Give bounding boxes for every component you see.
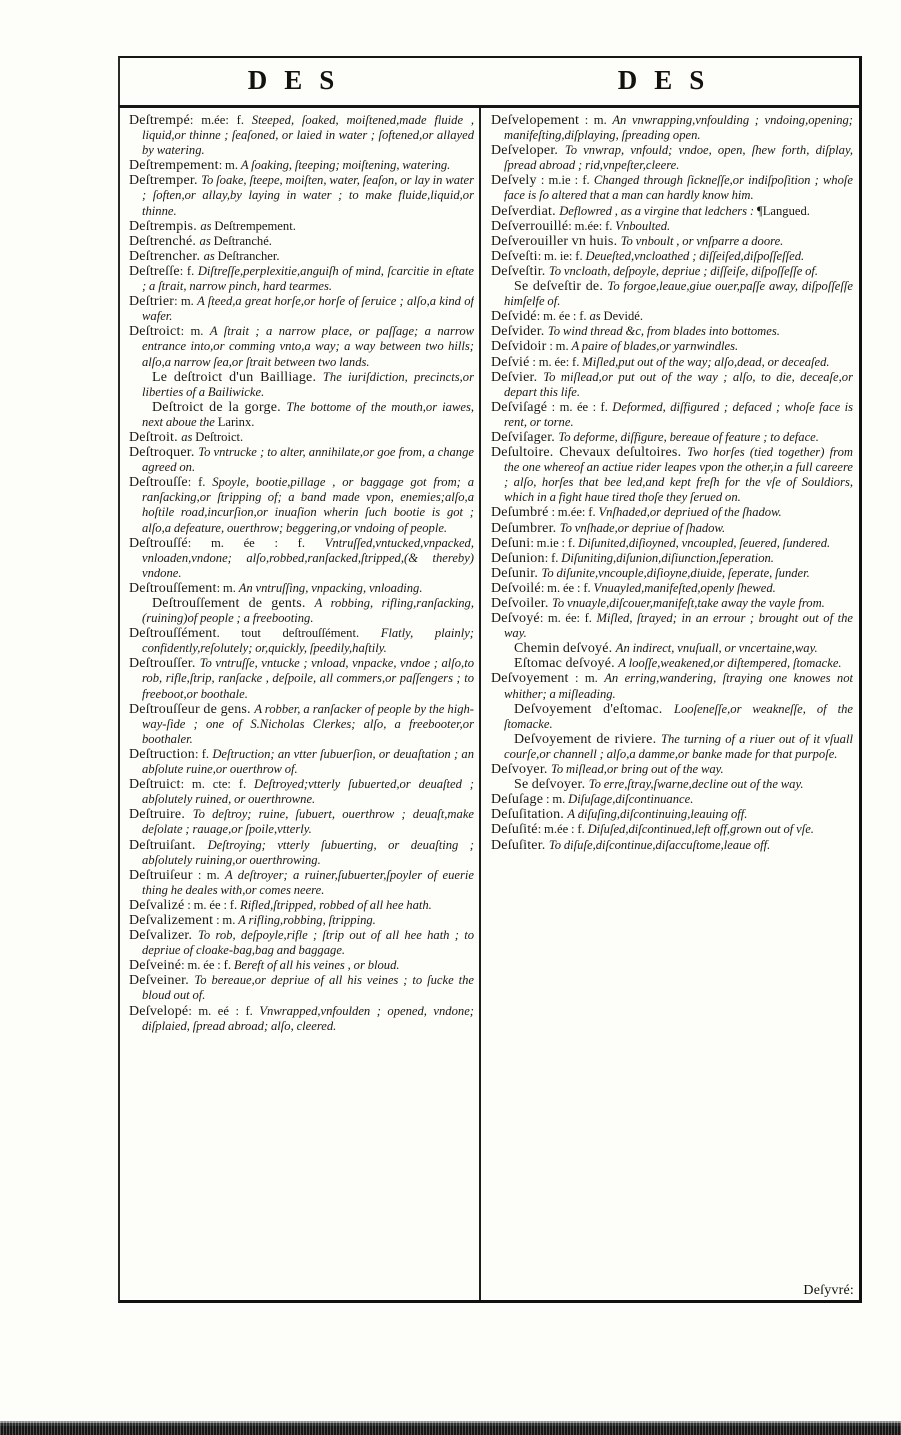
entry-headword: Deſvié	[491, 354, 530, 370]
entry-grammar: : m.	[218, 158, 241, 173]
entry-definition: A looſſe,weakened,or diſtempered, ſtomacke.	[618, 656, 842, 671]
entry-headword: Chemin deſvoyé.	[514, 641, 616, 657]
entry-grammar: : m. eé : f.	[188, 1003, 260, 1018]
entry-grammar: : m. cte: f.	[180, 777, 254, 792]
dictionary-entry	[491, 264, 853, 279]
dictionary-entry	[129, 113, 474, 158]
entry-definition: A rifling,robbing, ſtripping.	[238, 912, 376, 927]
dictionary-entry	[491, 521, 853, 536]
entry-definition: Deſtruction; an vtter ſubuerſion, or deuaſtation ; an abſolute ruine,or ouerthrow of.	[142, 746, 474, 777]
header-rule	[119, 105, 861, 108]
entry-headword: Deſtruction	[129, 746, 195, 762]
entry-headword: Deſuſage	[491, 792, 544, 808]
entry-definition: To erre,ſtray,ſwarne,decline out of the way.	[588, 777, 804, 792]
dictionary-entry	[129, 958, 474, 973]
entry-grammar: : m.	[568, 671, 605, 686]
entry-definition: Bereft of all his veines , or bloud.	[233, 958, 400, 973]
entry-definition: To deſtroy; ruine, ſubuert, ouerthrow ; deuaſt,make deſolate ; rauage,or ſpoile,vtterly.	[142, 807, 474, 837]
entry-grammar: : m.ée: f.	[568, 218, 616, 233]
dictionary-entry	[129, 777, 474, 807]
entry-grammar: : m.	[213, 912, 239, 927]
entry-grammar: : m.	[579, 113, 613, 127]
dictionary-entry	[129, 656, 474, 701]
entry-definition: A deſtroyer; a ruiner,ſubuerter,ſpoyler of euerie thing he deales with,or comes neere.	[142, 867, 474, 897]
entry-definition: as	[589, 309, 604, 324]
entry-headword: Deſunir.	[491, 565, 542, 581]
entry-headword: Deſuſiter.	[491, 837, 549, 853]
entry-definition: An vntruſſing, vnpacking, vnloading.	[238, 580, 423, 595]
entry-grammar: Devidé.	[603, 309, 643, 324]
entry-definition: A ſtrait ; a narrow place, or paſſage; a narrow entrance into,or comming vnto,a way; a way between two hills; alſo,a narrow ſea,or ſtrait between two lands.	[142, 324, 474, 369]
entry-headword: Deſtremper.	[129, 173, 202, 189]
dictionary-entry	[491, 355, 853, 370]
entry-grammar: : m.ée: f.	[548, 505, 599, 520]
entry-definition: Deſtroying; vtterly ſubuerting, or deuaſting ; abſolutely ruining,or ouerthrowing.	[142, 837, 474, 867]
entry-headword: Deſvoyement d'eſtomac.	[514, 701, 674, 717]
entry-headword: Deſtroquer.	[129, 445, 199, 461]
entry-headword: Deſverdiat.	[491, 203, 560, 219]
entry-headword: Deſuſité	[491, 822, 538, 838]
entry-headword: Deſtrouſſément	[129, 626, 217, 642]
entry-definition: The turning of a riuer out of it vſuall courſe,or channell ; alſo,a damme,or banke made for that purpoſe.	[504, 731, 853, 761]
entry-definition: Changed through ſickneſſe,or indiſpoſition ; whoſe face is ſo altered that a man can hardly know him.	[504, 173, 853, 203]
dictionary-entry	[129, 219, 474, 234]
dictionary-entry	[491, 551, 853, 566]
dictionary-entry	[129, 913, 474, 928]
entry-headword: Deſunion	[491, 550, 545, 566]
entry-headword: Deſultoire. Chevaux deſultoires.	[491, 445, 688, 461]
entry-headword: Deſtrouſſer.	[129, 656, 200, 672]
entry-grammar: : m.	[216, 580, 239, 595]
dictionary-entry	[129, 626, 474, 656]
entry-definition: To bereaue,or depriue of all his veines ; to ſucke the bloud out of.	[142, 973, 474, 1003]
entry-headword: Deſuſitation.	[491, 807, 568, 823]
entry-headword: Deſvoyé	[491, 611, 540, 627]
dictionary-entry	[491, 324, 853, 339]
dictionary-entry	[491, 611, 853, 641]
entry-definition: An indirect, vnuſuall, or vncertaine,way.	[615, 641, 818, 656]
catchword: Deſyvré:	[803, 1283, 854, 1298]
entry-definition: Deflowred , as a virgine that ledchers :	[559, 203, 757, 218]
entry-headword: Deſvely	[491, 173, 537, 189]
entry-definition: Vnboulted.	[615, 218, 671, 233]
dictionary-entry	[129, 370, 474, 400]
entry-headword: Deſvalizement	[129, 912, 214, 928]
page-frame	[118, 56, 862, 1303]
dictionary-entry	[129, 973, 474, 1003]
entry-headword: Deſtrempis.	[129, 218, 201, 234]
dictionary-entry	[129, 898, 474, 913]
dictionary-entry	[129, 702, 474, 747]
entry-headword: Deſverrouillé	[491, 218, 569, 234]
entry-grammar: : m.	[543, 792, 569, 807]
dictionary-entry	[491, 536, 853, 551]
entry-definition: The bottome of the mouth,or iawes, next aboue the	[142, 399, 474, 429]
dictionary-entry	[491, 339, 853, 354]
entry-headword: Deſtrenché.	[129, 233, 200, 249]
entry-grammar: : m. ée : f.	[540, 580, 594, 595]
dictionary-entry	[491, 113, 853, 143]
entry-definition: Vnſhaded,or depriued of the ſhadow.	[598, 505, 782, 520]
entry-definition: Spoyle, bootie,pillage , or baggage got from; a ranſacking,or ſtripping of; a band made vpon, enemies;alſo,a hoſtile road,incurſion,or inuaſion wherin ſuch bootie is got ; alſo,a defeature, ouerthrow; beggering,or vndoing of people.	[142, 475, 474, 535]
entry-headword: Deſvider.	[491, 324, 548, 340]
entry-headword: Deſveloper.	[491, 143, 565, 159]
dictionary-entry	[491, 219, 853, 234]
dictionary-entry	[491, 279, 853, 309]
dictionary-entry	[129, 264, 474, 294]
entry-grammar: : m. ée: f.	[539, 611, 597, 626]
dictionary-entry	[491, 566, 853, 581]
entry-headword: Deſvidoir	[491, 339, 547, 355]
entry-headword: Deſveiner.	[129, 973, 195, 989]
entry-headword: Deſtrouſſeur de gens.	[129, 701, 255, 717]
entry-definition: Miſled, ſtrayed; in an errour ; brought out of the way.	[504, 611, 853, 641]
dictionary-entry	[491, 671, 853, 701]
entry-definition: To deforme, diſfigure, bereaue of feature ; to deface.	[558, 429, 819, 444]
dictionary-entry	[491, 838, 853, 853]
entry-grammar: : m. ée : f.	[184, 897, 240, 912]
dictionary-entry	[491, 430, 853, 445]
entry-grammar: ¶Langued.	[756, 203, 810, 218]
dictionary-entry	[491, 792, 853, 807]
entry-headword: Deſveſtir.	[491, 263, 549, 279]
entry-definition: To vnuayle,diſcouer,manifeſt,take away the vayle from.	[552, 596, 825, 610]
entry-grammar: : m.ée : f.	[537, 822, 588, 837]
entry-headword: Deſtrempé	[129, 113, 190, 128]
entry-headword: Deſtruiſeur	[129, 867, 193, 883]
dictionary-entry	[129, 838, 474, 868]
entry-headword: Deſtroict	[129, 324, 181, 340]
entry-headword: Deſvidé	[491, 309, 537, 325]
entry-definition: A ſteed,a great horſe,or horſe of ſeruice ; alſo,a kind of wafer.	[142, 294, 474, 324]
entry-headword: Eſtomac deſvoyé.	[514, 656, 619, 672]
entry-grammar: : m.	[174, 294, 198, 309]
dictionary-entry	[129, 430, 474, 445]
dictionary-entry	[129, 234, 474, 249]
entry-headword: Deſverouiller vn huis.	[491, 233, 621, 249]
dictionary-entry	[129, 173, 474, 218]
entry-grammar: : m.ie : f.	[530, 535, 579, 550]
entry-definition: Diſuſed,diſcontinued,left off,grown out of vſe.	[587, 822, 814, 837]
dictionary-entry	[491, 762, 853, 777]
dictionary-entry	[491, 400, 853, 430]
entry-definition: To diſunite,vncouple,diſioyne,diuide, ſeperate, ſunder.	[541, 565, 810, 580]
entry-headword: Deſtroict de la gorge.	[152, 399, 287, 415]
column-right	[491, 113, 853, 1297]
entry-definition: Vnuayled,manifeſted,openly ſhewed.	[593, 580, 776, 595]
entry-definition: as	[181, 429, 196, 444]
dictionary-entry	[491, 249, 853, 264]
entry-definition: A paire of blades,or yarnwindles.	[571, 339, 739, 354]
dictionary-entry	[129, 249, 474, 264]
entry-headword: Deſvoyer.	[491, 762, 552, 778]
entry-definition: To miſlead,or put out of the way ; alſo, to die, deceaſe,or depart this life.	[504, 369, 853, 399]
dictionary-entry	[491, 777, 853, 792]
entry-headword: Deſtrouſſement	[129, 580, 217, 596]
entry-definition: To ſoake, ſteepe, moiſten, water, ſeaſon, or lay in water ; ſoften,or allay,by laying in water ; to make fluide,liquid,or thinne.	[142, 173, 474, 218]
entry-headword: Deſtruiſant.	[129, 837, 208, 853]
dictionary-entry	[129, 807, 474, 837]
entry-definition: Two horſes (tied together) from the one whereof an actiue rider leapes vpon the other,in a full careere ; alſo, horſes that bee led,and kept freſh for the vſe of Souldiors, which in a fight haue tired thoſe they ſerued on.	[504, 445, 853, 505]
dictionary-entry	[491, 596, 853, 611]
dictionary-entry	[491, 505, 853, 520]
dictionary-entry	[129, 581, 474, 596]
entry-grammar: Deſtranché.	[213, 233, 272, 248]
dictionary-entry	[491, 234, 853, 249]
entry-definition: To vntruſſe, vntucke ; vnload, vnpacke, vndoe ; alſo,to rob, rifle,ſtrip, ranſacke , deſpoile, all commers,or paſſengers ; to freeboot,or boothale.	[142, 656, 474, 701]
dictionary-entry	[129, 324, 474, 369]
entry-headword: Se deſvoyer.	[514, 777, 589, 793]
scan-artifact-band	[0, 1421, 901, 1435]
entry-headword: Deſveiné	[129, 958, 182, 974]
entry-grammar: : f.	[179, 263, 198, 278]
running-head-left: DES	[247, 65, 352, 95]
entry-headword: Deſtrencher.	[129, 248, 204, 264]
entry-grammar: : m. ée : f.	[547, 399, 613, 414]
entry-definition: Diſunited,diſioyned, vncoupled, ſeuered, ſundered.	[578, 535, 831, 550]
entry-grammar: Larinx.	[217, 414, 255, 429]
dictionary-entry	[129, 294, 474, 324]
entry-definition: To diſuſe,diſcontinue,diſaccuſtome,leaue off.	[548, 837, 771, 852]
dictionary-entry	[129, 158, 474, 173]
column-divider	[479, 108, 481, 1300]
entry-grammar: : m. ée : f.	[187, 535, 325, 550]
entry-grammar: : m.	[546, 339, 572, 354]
entry-definition: Vntruſſed,vntucked,vnpacked, vnloaden,vndone; alſo,robbed,ranſacked,ſtripped,(& thereby) vndone.	[142, 535, 474, 580]
entry-grammar: Deſtrancher.	[217, 248, 280, 263]
entry-grammar: : m.	[192, 867, 225, 882]
dictionary-entry	[491, 309, 853, 324]
entry-grammar: : f.	[194, 746, 213, 761]
dictionary-entry	[491, 173, 853, 203]
entry-definition: Miſled,put out of the way; alſo,dead, or deceaſed.	[582, 354, 830, 369]
running-head-right: DES	[617, 65, 722, 95]
entry-definition: To vnwrap, vnfould; vndoe, open, ſhew forth, diſplay, ſpread abroad ; rid,vnpeſter,cleere.	[504, 143, 853, 173]
entry-definition: To miſlead,or bring out of the way.	[551, 762, 724, 777]
entry-headword: Deſvier.	[491, 369, 544, 385]
entry-definition: Deueſted,vncloathed ; diſſeiſed,diſpoſſeſſed.	[585, 248, 805, 263]
entry-headword: Deſvoyement	[491, 671, 569, 687]
dictionary-entry	[129, 928, 474, 958]
entry-headword: Deſtrouſſement de gents.	[152, 596, 315, 611]
dictionary-entry	[491, 807, 853, 822]
entry-definition: To rob, deſpoyle,rifle ; ſtrip out of all hee hath ; to depriue of cloake-bag,bag and baggage.	[142, 928, 474, 958]
entry-headword: Deſviſager.	[491, 429, 559, 445]
entry-grammar: : m.	[180, 324, 210, 339]
dictionary-entry	[491, 732, 853, 762]
entry-headword: Le deſtroict d'un Bailliage.	[152, 369, 323, 385]
entry-definition: Diſuſage,diſcontinuance.	[568, 792, 694, 807]
entry-headword: Deſveſti	[491, 248, 538, 264]
entry-definition: Vnwrapped,vnfoulden ; opened, vndone; diſplaied, ſpread abroad; alſo, cleered.	[142, 1003, 474, 1033]
entry-definition: Diſuniting,diſunion,diſiunction,ſeperation.	[561, 550, 774, 565]
entry-headword: Deſtruire.	[129, 807, 193, 823]
entry-headword: Deſuni	[491, 535, 531, 551]
entry-headword: Deſtrouſſé	[129, 535, 188, 551]
entry-definition: To vnſhade,or depriue of ſhadow.	[559, 520, 726, 535]
entry-definition: Looſeneſſe,or weakneſſe, of the ſtomacke.	[504, 701, 853, 731]
dictionary-entry	[129, 400, 474, 430]
entry-grammar: Deſtrempement.	[214, 218, 296, 233]
entry-headword: Deſtrempement	[129, 158, 219, 174]
entry-grammar: : m. ée : f.	[181, 958, 234, 973]
entry-grammar: : m. ie: f.	[537, 248, 586, 263]
entry-definition: To vnboult , or vnſparre a doore.	[620, 233, 784, 248]
dictionary-entry	[491, 641, 853, 656]
entry-headword: Deſvoilé	[491, 580, 541, 596]
entry-definition: To wind thread &c, from blades into bottomes.	[547, 324, 780, 339]
dictionary-entry	[129, 868, 474, 898]
dictionary-entry	[491, 204, 853, 219]
entry-definition: as	[203, 248, 218, 263]
entry-definition: Deformed, diſfigured ; defaced ; whoſe face is rent, or torne.	[504, 399, 853, 429]
entry-headword: Deſtreſſe	[129, 263, 180, 279]
entry-headword: Deſvalizer.	[129, 928, 199, 944]
entry-definition: Rifled,ſtripped, robbed of all hee hath.	[240, 897, 432, 912]
entry-headword: Deſviſagé	[491, 399, 548, 415]
entry-headword: Deſvelopé	[129, 1003, 189, 1019]
entry-grammar: Deſtroict.	[195, 429, 244, 444]
dictionary-entry	[491, 822, 853, 837]
entry-headword: Deſtrouſſe	[129, 475, 188, 491]
entry-headword: Deſtrier	[129, 294, 175, 310]
dictionary-entry	[491, 702, 853, 732]
dictionary-entry	[491, 656, 853, 671]
entry-grammar: : m.ie : f.	[536, 173, 594, 188]
dictionary-entry	[491, 445, 853, 505]
entry-definition: A robber, a ranſacker of people by the high-way-ſide ; one of S.Nicholas Clerkes; alſo, a freebooter,or boothaler.	[142, 701, 474, 746]
dictionary-entry	[129, 445, 474, 475]
entry-headword: Deſvelopement	[491, 113, 580, 128]
dictionary-entry	[129, 747, 474, 777]
entry-definition: A robbing, rifling,ranſacking,(ruining)of people ; a freebooting.	[142, 596, 474, 626]
column-left	[129, 113, 474, 1297]
entry-definition: Steeped, ſoaked, moiſtened,made fluide , liquid,or thinne ; ſeaſoned, or laied in water ; ſoftened,or allayed by watering.	[142, 113, 474, 158]
entry-definition: To vntrucke ; to alter, annihilate,or goe from, a change agreed on.	[142, 445, 474, 475]
entry-definition: A ſoaking, ſteeping; moiſtening, watering.	[240, 158, 451, 173]
dictionary-entry	[491, 370, 853, 400]
entry-headword: Deſvalizé	[129, 897, 185, 913]
entry-definition: To forgoe,leaue,giue ouer,paſſe away, diſpoſſeſſe himſelfe of.	[504, 279, 853, 309]
entry-definition: An vnwrapping,vnfoulding ; vndoing,opening; manifeſting,diſplaying, ſpreading open.	[504, 113, 853, 143]
dictionary-entry	[129, 596, 474, 626]
entry-definition: To vncloath, deſpoyle, depriue ; diſſeiſe, diſpoſſeſſe of.	[548, 263, 819, 278]
entry-grammar: : m. ée : f.	[536, 309, 590, 324]
entry-headword: Se deſveſtir de.	[514, 279, 608, 295]
entry-headword: Deſvoyement de riviere.	[514, 731, 661, 747]
entry-definition: Flatly, plainly; confidently,reſolutely; or,quickly, ſpeedily,haſtily.	[142, 626, 474, 656]
dictionary-entry	[491, 581, 853, 596]
entry-headword: Deſvoiler.	[491, 596, 552, 611]
entry-grammar: . tout deſtrouſſément.	[216, 626, 381, 641]
dictionary-entry	[129, 475, 474, 535]
entry-headword: Deſumbrer.	[491, 520, 560, 536]
entry-headword: Deſtruict	[129, 777, 181, 793]
entry-definition: An erring,wandering, ſtraying one knowes not whither; a miſleading.	[504, 671, 853, 701]
entry-headword: Deſtroit.	[129, 429, 182, 445]
entry-grammar: : f.	[544, 550, 562, 565]
entry-headword: Deſumbré	[491, 505, 549, 521]
entry-grammar: : f.	[187, 475, 213, 490]
entry-definition: The iuriſdiction, precincts,or liberties of a Bailiwicke.	[142, 369, 474, 399]
entry-definition: Diſtreſſe,perplexitie,anguiſh of mind, ſcarcitie in eſtate ; a ſtrait, narrow pinch, hard tearmes.	[142, 263, 474, 294]
entry-grammar: : m. ée: f.	[529, 354, 583, 369]
entry-definition: as	[199, 233, 214, 248]
entry-definition: as	[200, 218, 215, 233]
dictionary-entry	[129, 1004, 474, 1034]
entry-definition: A diſuſing,diſcontinuing,leauing off.	[567, 807, 748, 822]
entry-definition: Deſtroyed;vtterly ſubuerted,or deuaſted ; abſolutely ruined, or ouerthrowne.	[142, 777, 474, 807]
dictionary-entry	[491, 143, 853, 173]
dictionary-entry	[129, 536, 474, 581]
entry-grammar: : m.ée: f.	[189, 113, 252, 127]
